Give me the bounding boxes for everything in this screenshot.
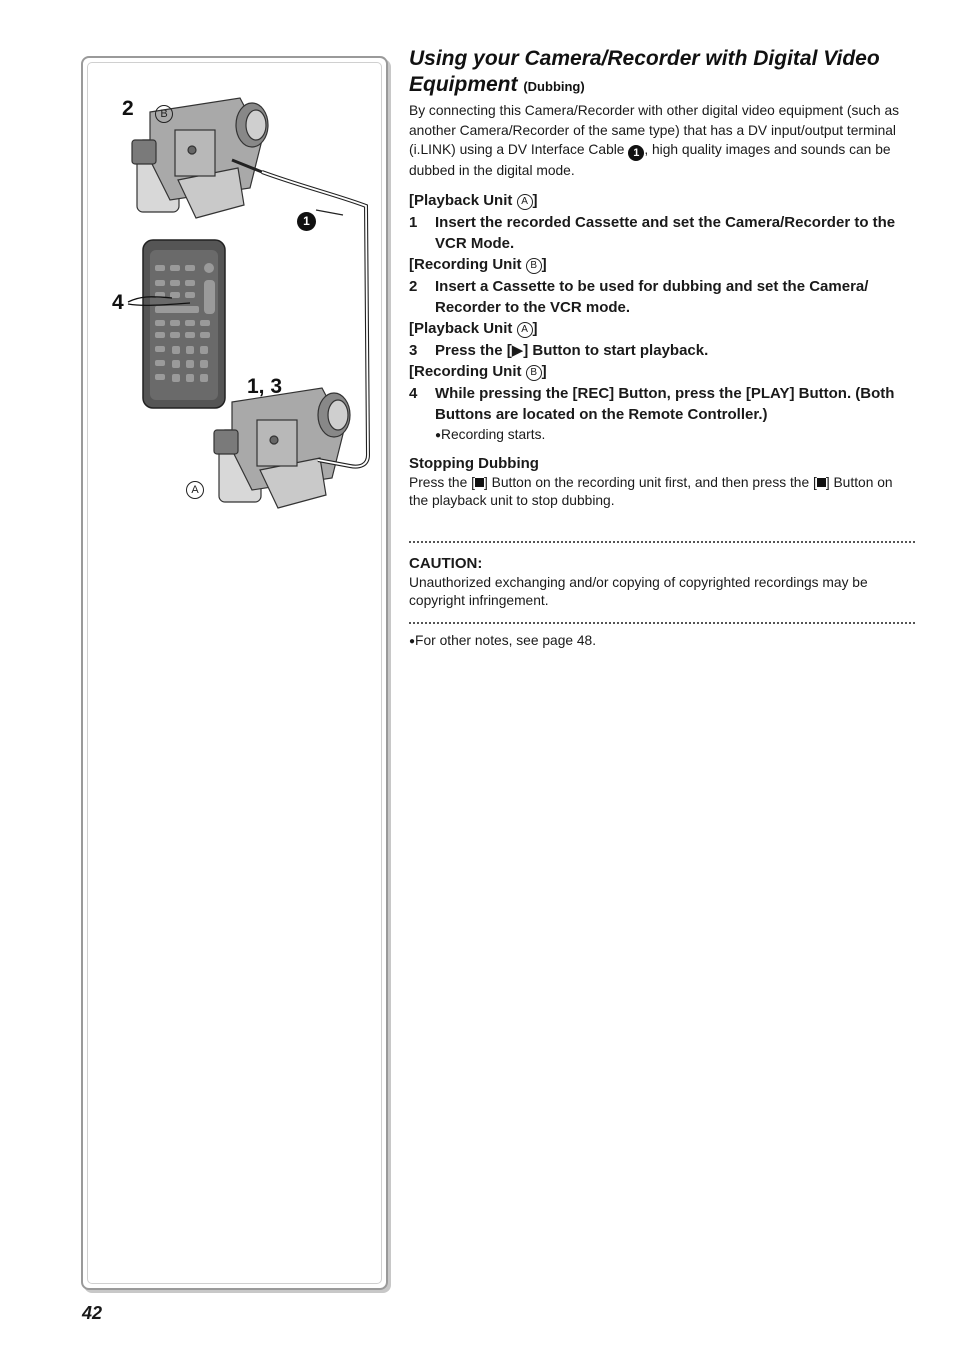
stopping-text-b: ] Button on the recording unit first, and then press the [ [483,474,817,490]
step-3-text-b: ] Button to start playback. [523,341,709,359]
recording-unit-label: [Recording Unit [409,255,526,273]
playback-unit-label: [Playback Unit [409,191,517,209]
bracket-close: ] [532,319,538,337]
step-2 [409,276,915,318]
label-unit-a: A [186,481,204,499]
playback-unit-label: [Playback Unit [409,319,517,337]
camera-b-drawing [132,98,268,218]
circled-b: B [526,258,542,274]
intro-paragraph [409,101,915,181]
step-text: Insert the recorded Cassette and set the Camera/Recorder to the VCR Mode. [435,213,896,252]
stop-icon [817,478,826,487]
play-icon: ▶ [511,341,524,359]
page-number: 42 [82,1303,103,1323]
step-3 [409,340,915,361]
callout-step-4: 4 [112,291,124,314]
bracket-close: ] [541,362,547,380]
stopping-dubbing-heading: Stopping Dubbing [409,454,539,472]
circled-a: A [517,194,533,210]
step-number: 1 [409,213,418,231]
page-title-text: Using your Camera/Recorder with Digital Video Equipment [409,47,880,96]
cable-badge-inline: 1 [628,145,644,161]
cable-number-badge: 1 [297,212,316,231]
remote-controller-drawing [128,240,225,408]
caution-text: Unauthorized exchanging and/or copying of copyrighted recordings may be copyright infringement. [409,574,868,608]
step-number: 4 [409,384,418,402]
other-notes [409,632,915,652]
page-title [409,46,915,100]
label-unit-b: B [155,105,173,123]
stopping-text-c: ] Button on the playback unit to stop dubbing. [409,474,893,508]
circled-b: B [526,365,542,381]
intro-text-1: By connecting this Camera/Recorder with other digital video equipment (such as another Camera/Recorder of the same type) that has a DV input/output terminal (i.LINK) using a DV Interface Cable [409,103,900,157]
playback-unit-heading-1 [409,190,915,211]
recording-unit-label: [Recording Unit [409,362,526,380]
step-text [435,340,915,361]
step-3-text-a: Press the [ [435,341,512,359]
caution-heading: CAUTION: [409,554,483,572]
recording-unit-heading-1 [409,254,915,275]
step-4-note-text: Recording starts. [441,426,546,442]
bracket-close: ] [541,255,547,273]
page-subtitle: (Dubbing) [523,79,585,94]
callout-step-2: 2 [122,97,134,120]
step-text: Insert a Cassette to be used for dubbing and set the Camera/ Recorder to the VCR mode. [435,277,869,316]
stopping-text-a: Press the [ [409,474,475,490]
playback-unit-heading-2 [409,318,915,339]
bracket-close: ] [532,191,538,209]
recording-unit-heading-2 [409,361,915,382]
intro-text-2: , high quality images and sounds can be dubbed in the digital mode. [409,142,891,178]
stop-icon [475,478,484,487]
camera-a-drawing [214,388,350,508]
step-text: While pressing the [REC] Button, press the [PLAY] Button. (Both Buttons are located on the Remote Controller.) [435,384,895,423]
circled-a: A [517,322,533,338]
stopping-dubbing-text [409,474,915,511]
bullet-icon: ● [409,635,416,647]
bullet-icon: ● [435,429,442,441]
step-4 [409,383,915,425]
step-1 [409,212,915,254]
step-4-note [435,426,915,445]
step-number: 3 [409,341,418,359]
step-number: 2 [409,277,418,295]
other-notes-text: For other notes, see page 48. [415,632,597,648]
callout-step-1-3: 1, 3 [247,375,283,398]
main-content [409,46,915,651]
